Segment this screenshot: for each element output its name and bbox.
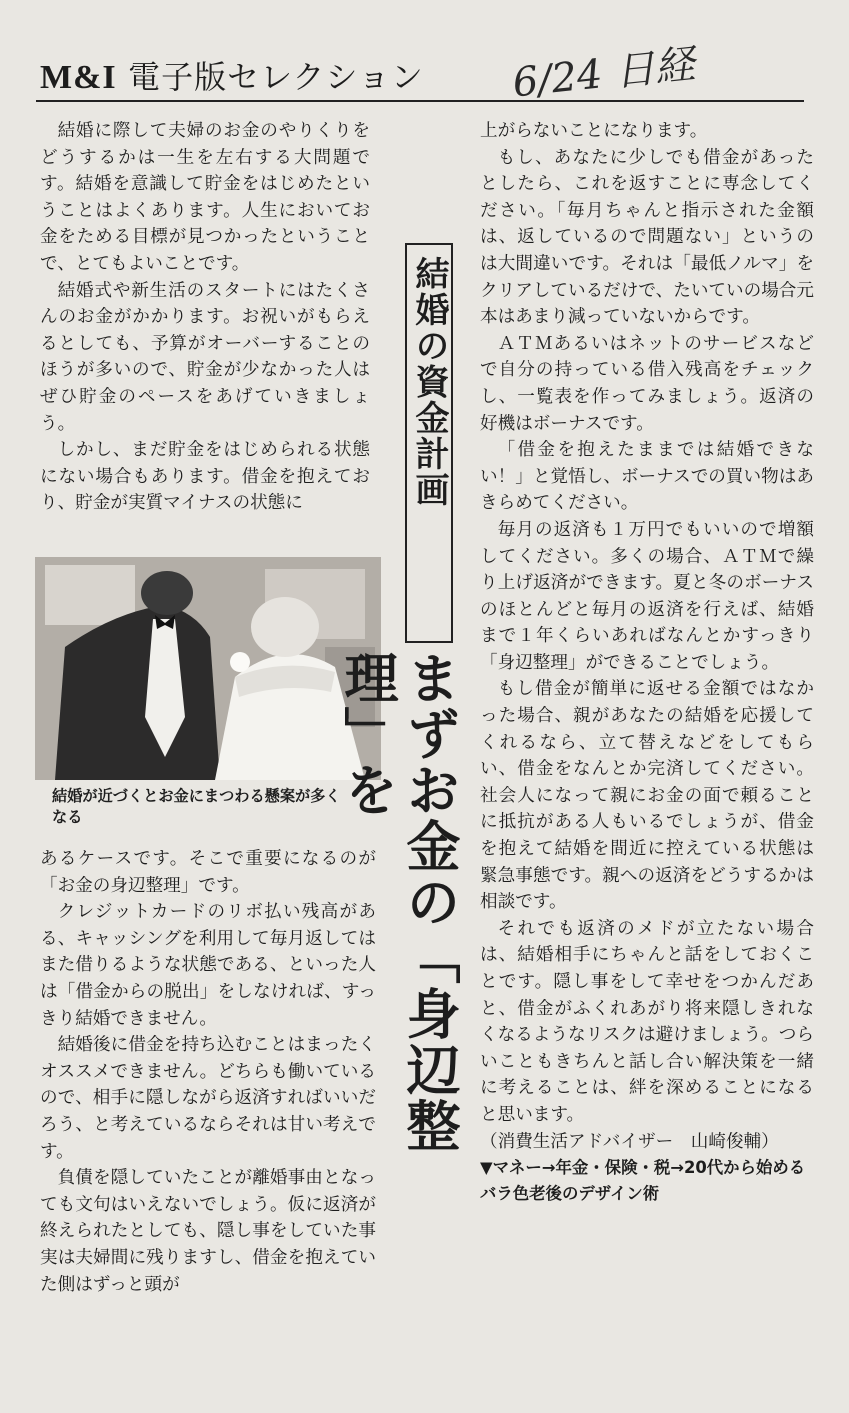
paragraph: 毎月の返済も１万円でもいいので増額してください。多くの場合、ＡＴＭで繰り上げ返済ができます。夏と冬のボーナスのほとんどと毎月の返済を行えば、結婚まで１年くらいあればなんとかすっきり「身辺整理」ができることでしょう。 [480, 519, 814, 673]
header-brand: M&I [40, 59, 117, 96]
section-header [40, 60, 424, 95]
subheadline: 結婚の資金計画 [409, 256, 449, 508]
header-rule [36, 100, 804, 102]
paragraph: クレジットカードのリボ払い残高がある、キャッシングを利用して毎月返してはまた借りるような状態である、といった人は「借金からの脱出」をしなければ、すっきり結婚できません。 [40, 902, 376, 1029]
paragraph: あるケースです。そこで重要になるのが「お金の身辺整理」です。 [40, 849, 376, 896]
paragraph: 上がらないことになります。 [480, 121, 708, 141]
main-headline: まずお金の「身辺整理」を [336, 650, 461, 1154]
article-left-bottom [40, 846, 376, 1298]
paragraph: 負債を隠していたことが離婚事由となっても文句はいえないでしょう。仮に返済が終えられたとしても、隠し事をしていた事実は夫婦間に残りますし、借金を抱えていた側はずっと頭が [40, 1168, 376, 1295]
paragraph: もし、あなたに少しでも借金があったとしたら、これを返すことに専念してください。「毎月ちゃんと指示された金額は、返しているので問題ない」というのは大間違いです。それは「最低ノルマ」をクリアしているだけで、たいていの場合元本はあまり減っていないからです。 [480, 147, 814, 328]
paragraph: 結婚式や新生活のスタートにはたくさんのお金がかかります。お祝いがもらえるとしても、予算がオーバーすることのほうが多いので、貯金が少なかった人はぜひ貯金のペースをあげていきましょう。 [40, 280, 370, 434]
paragraph: もし借金が簡単に返せる金額ではなかった場合、親があなたの結婚を応援してくれるなら、立て替えなどをしてもらい、借金をなんとか完済してください。社会人になって親にお金の面で頼ることに抵抗がある人もいるでしょうが、借金を抱えて結婚を間近に控えている状態は緊急事態です。親への返済をどうするかは相談です。 [480, 679, 814, 913]
article-left-top [40, 118, 370, 517]
tuxedo-dress-illustration [35, 557, 381, 780]
header-title: 電子版セレクション [128, 58, 424, 96]
wedding-photo [35, 557, 381, 780]
paragraph: それでも返済のメドが立たない場合は、結婚相手にちゃんと話をしておくことです。隠し事をして幸せをつかんだあと、借金がふくれあがり将来隠しきれなくなるようなリスクは避けましょう。つらいこともきちんと話し合い解決策を一緒に考えることは、絆を深めることになると思います。 [480, 918, 814, 1125]
handwritten-date: 6/24 日経 [510, 41, 697, 107]
paragraph: 結婚に際して夫婦のお金のやりくりをどうするかは一生を左右する大問題です。結婚を意識して貯金をはじめたということはよくあります。人生においてお金をためる目標が見つかったということで、とてもよいことです。 [40, 121, 370, 274]
paragraph: しかし、まだ貯金をはじめられる状態にない場合もあります。借金を抱えており、貯金が実質マイナスの状態に [40, 440, 370, 514]
photo-caption: 結婚が近づくとお金にまつわる懸案が多くなる [52, 787, 341, 826]
author-credit: （消費生活アドバイザー 山崎俊輔） [480, 1131, 779, 1152]
paragraph: ＡＴＭあるいはネットのサービスなどで自分の持っている借入残高をチェックし、一覧表を作ってみましょう。返済の好機はボーナスです。 [480, 333, 814, 434]
paragraph: 「借金を抱えたままでは結婚できない！」と覚悟し、ボーナスでの買い物はあきらめてください。 [480, 440, 814, 514]
article-right [480, 118, 822, 1207]
related-link[interactable]: ▼マネー→年金・保険・税→20代から始める バラ色老後のデザイン術 [480, 1158, 822, 1204]
paragraph: 結婚後に借金を持ち込むことはまったくオススメできません。どちらも働いているので、相手に隠しながら返済すればいいだろう、と考えているならそれは甘い考えです。 [40, 1035, 376, 1162]
